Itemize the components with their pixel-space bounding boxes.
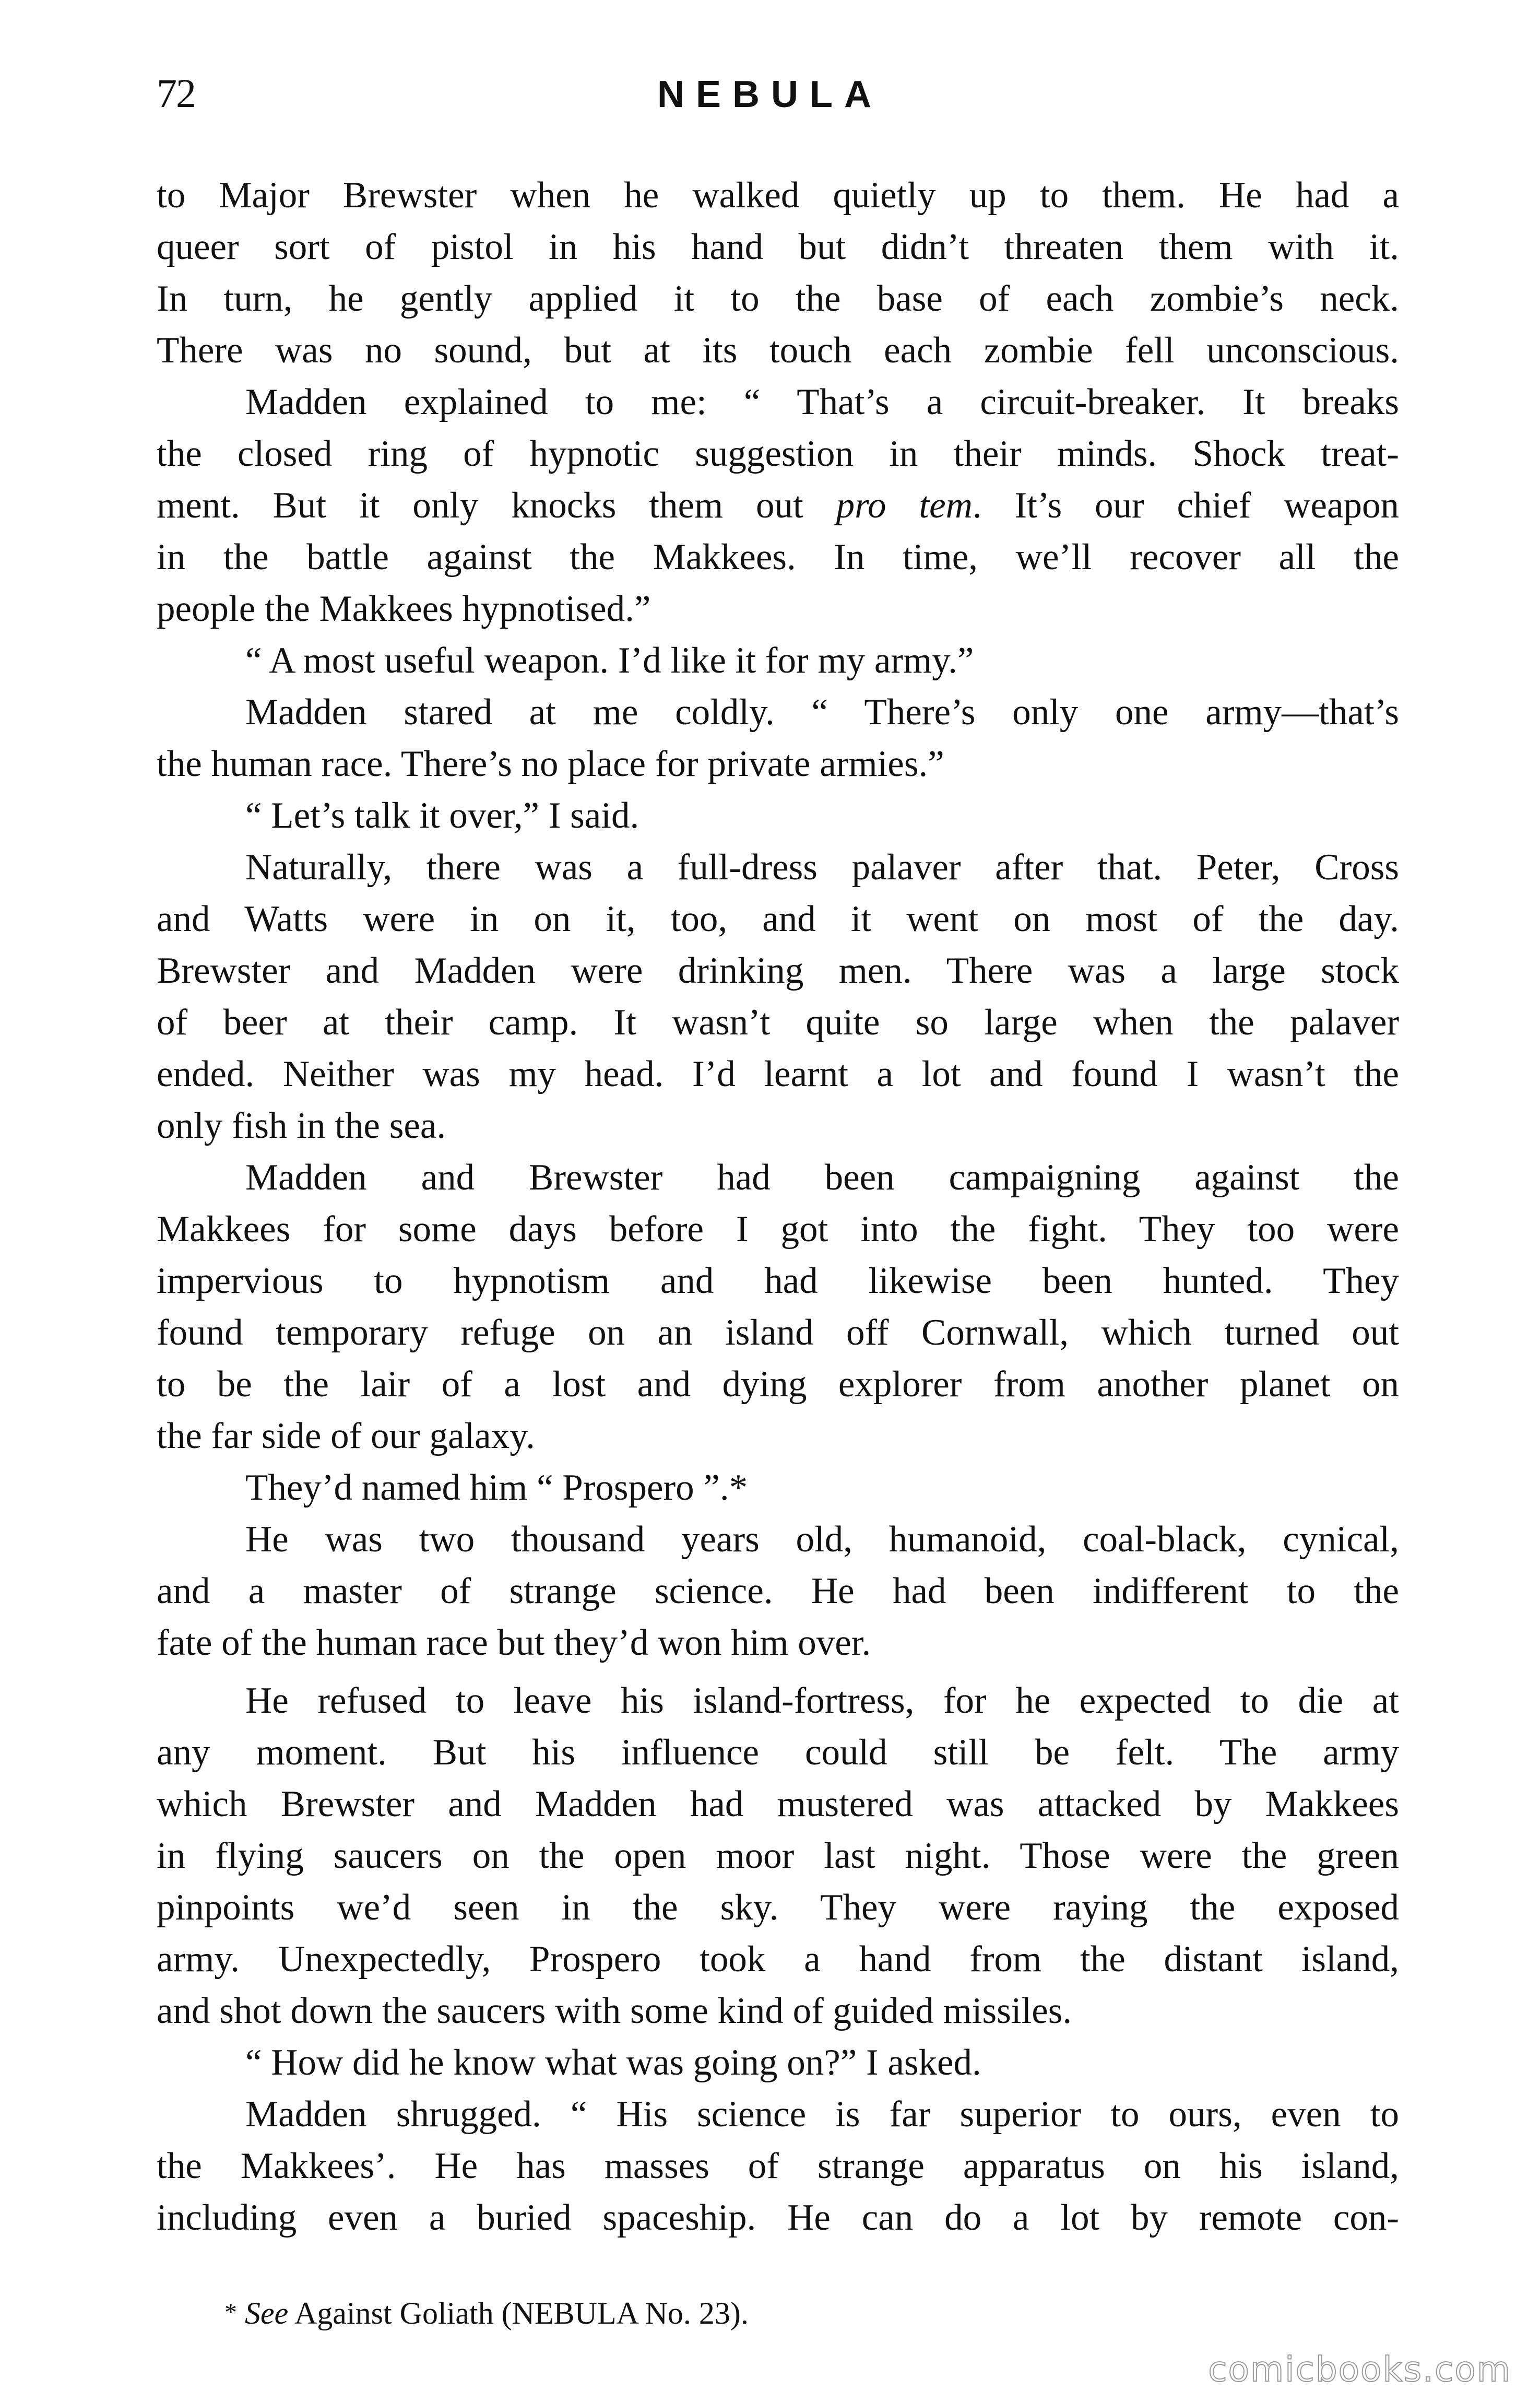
text-line: Naturally, there was a full-dress palaver after that. Peter, Cross	[245, 847, 1399, 888]
text-line: and Watts were in on it, too, and it went on most of the day.	[157, 899, 1399, 939]
text-line: and a master of strange science. He had been indifferent to the	[157, 1571, 1399, 1611]
text-line: found temporary refuge on an island off Cornwall, which turned out	[157, 1312, 1399, 1353]
text-line: to be the lair of a lost and dying explorer from another planet on	[157, 1364, 1399, 1405]
text-line: in the battle against the Makkees. In time, we’ll recover all the	[157, 537, 1399, 578]
footnote-see: See	[245, 2296, 289, 2330]
text-line: to Major Brewster when he walked quietly up to them. He had a	[157, 175, 1399, 216]
text-line: which Brewster and Madden had mustered was attacked by Makkees	[157, 1784, 1399, 1824]
text-line: He was two thousand years old, humanoid, coal-black, cynical,	[245, 1519, 1399, 1560]
text-line: “ A most useful weapon. I’d like it for my army.”	[245, 640, 974, 681]
text-line: Brewster and Madden were drinking men. There was a large stock	[157, 950, 1399, 991]
text-line: the far side of our galaxy.	[157, 1416, 535, 1456]
running-head: NEBULA	[657, 74, 883, 115]
text-line: Madden stared at me coldly. “ There’s only one army—that’s	[245, 692, 1399, 733]
text-line: “ How did he know what was going on?” I asked.	[245, 2042, 981, 2083]
text-line: the closed ring of hypnotic suggestion in their minds. Shock treat-	[157, 433, 1399, 474]
text-line: including even a buried spaceship. He can do a lot by remote con-	[157, 2197, 1399, 2238]
text-line: fate of the human race but they’d won him over.	[157, 1622, 871, 1663]
text-line: Madden explained to me: “ That’s a circuit-breaker. It breaks	[245, 382, 1399, 422]
text-line: the Makkees’. He has masses of strange apparatus on his island,	[157, 2146, 1399, 2186]
text-line: the human race. There’s no place for private armies.”	[157, 744, 944, 784]
text-line: ended. Neither was my head. I’d learnt a lot and found I wasn’t the	[157, 1054, 1399, 1094]
text-line: ment. But it only knocks them out pro tem. It’s our chief weapon	[157, 485, 1399, 526]
text-line: He refused to leave his island-fortress, for he expected to die at	[245, 1680, 1399, 1721]
text-line: There was no sound, but at its touch each zombie fell unconscious.	[157, 330, 1399, 371]
text-line: “ Let’s talk it over,” I said.	[245, 795, 639, 836]
text-line: They’d named him “ Prospero ”.*	[245, 1467, 748, 1508]
footnote-text: Against Goliath (NEBULA No. 23).	[294, 2296, 749, 2330]
text-line: queer sort of pistol in his hand but didn’t threaten them with it.	[157, 227, 1399, 267]
watermark: comicbooks.com	[1208, 2349, 1511, 2389]
text-line: impervious to hypnotism and had likewise been hunted. They	[157, 1261, 1399, 1301]
text-line: Madden and Brewster had been campaigning against the	[245, 1157, 1399, 1198]
text-line: army. Unexpectedly, Prospero took a hand from the distant island,	[157, 1939, 1399, 1980]
body-text	[157, 170, 1399, 2244]
text-line: and shot down the saucers with some kind of guided missiles.	[157, 1991, 1072, 2031]
text-line: people the Makkees hypnotised.”	[157, 588, 651, 629]
page-number: 72	[157, 70, 195, 116]
footnote	[224, 2298, 749, 2329]
text-line: In turn, he gently applied it to the base of each zombie’s neck.	[157, 278, 1399, 319]
text-line: Madden shrugged. “ His science is far superior to ours, even to	[245, 2094, 1399, 2135]
footnote-mark: *	[224, 2299, 237, 2326]
text-line: any moment. But his influence could still be felt. The army	[157, 1732, 1399, 1773]
text-line: only fish in the sea.	[157, 1105, 446, 1146]
text-line: in flying saucers on the open moor last night. Those were the green	[157, 1835, 1399, 1876]
text-line: Makkees for some days before I got into the fight. They too were	[157, 1209, 1399, 1250]
text-line: of beer at their camp. It wasn’t quite so large when the palaver	[157, 1002, 1399, 1043]
text-line: pinpoints we’d seen in the sky. They were raying the exposed	[157, 1887, 1399, 1928]
